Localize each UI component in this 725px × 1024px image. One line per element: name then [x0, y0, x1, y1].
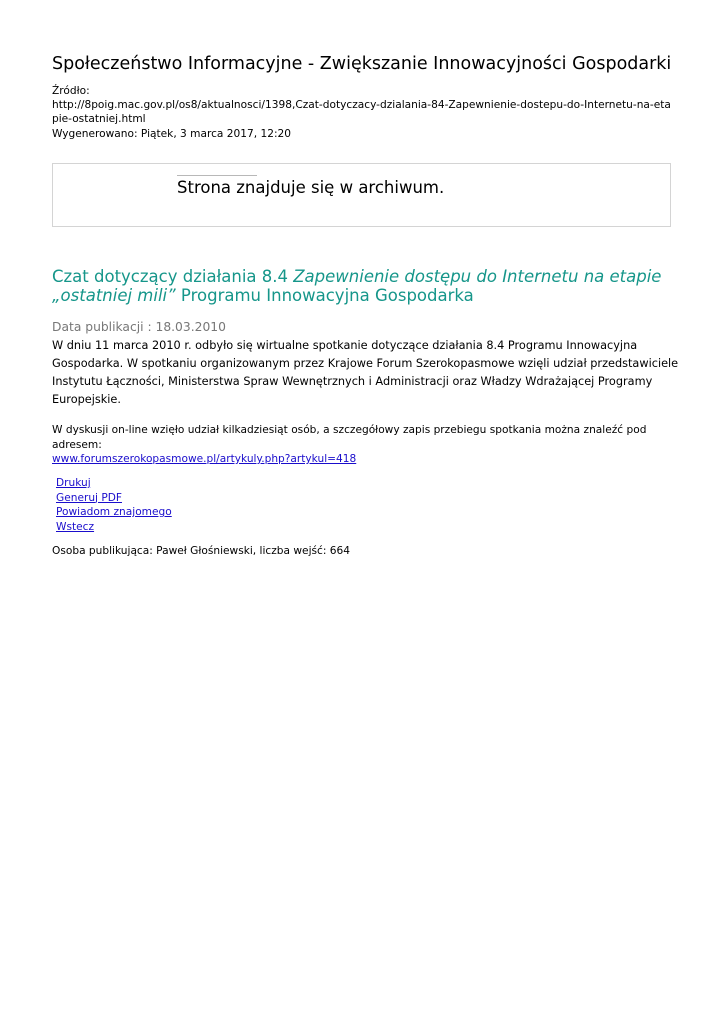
article-paragraph-2: [52, 423, 692, 467]
generate-pdf-link[interactable]: Generuj PDF: [56, 491, 122, 504]
forum-article-link[interactable]: www.forumszerokopasmowe.pl/artykuly.php?artykul=418: [52, 453, 357, 465]
article-actions: [56, 476, 172, 534]
article-title-italic: Zapewnienie dostępu do Internetu na etapie „ostatniej mili”: [52, 267, 662, 305]
archive-notice-text: Strona znajduje się w archiwum.: [177, 178, 445, 197]
article-title-part2: Programu Innowacyjna Gospodarka: [175, 286, 474, 305]
site-title: Społeczeństwo Informacyjne - Zwiększanie Innowacyjności Gospodarki: [52, 54, 672, 74]
article-title: [52, 267, 682, 305]
source-url: http://8poig.mac.gov.pl/os8/aktualnosci/1398,Czat-dotyczacy-dzialania-84-Zapewnienie-dostepu-do-Internetu-na-etapie-ostatniej.html: [52, 99, 671, 126]
notify-friend-link[interactable]: Powiadom znajomego: [56, 506, 172, 518]
generated-timestamp: Wygenerowano: Piątek, 3 marca 2017, 12:20: [52, 127, 292, 140]
archive-notice-box: [52, 163, 671, 227]
author-info: Osoba publikująca: Paweł Głośniewski, liczba wejść: 664: [52, 545, 351, 557]
article-paragraph-1: W dniu 11 marca 2010 r. odbyło się wirtualne spotkanie dotyczące działania 8.4 Programu Innowacyjna Gospodarka. W spotkaniu organizowanym przez Krajowe Forum Szerokopasmowe wzięli udział przedstawiciele Instytutu Łączności, Ministerstwa Spraw Wewnętrznych i Administracji oraz Władzy Wdrażającej Programy Europejskie.: [52, 339, 679, 406]
print-link[interactable]: Drukuj: [56, 477, 91, 489]
publication-date: Data publikacji : 18.03.2010: [52, 320, 226, 334]
back-link[interactable]: Wstecz: [56, 520, 95, 533]
source-label: Źródło:: [52, 85, 90, 97]
source-info: [52, 84, 674, 141]
article-title-part1: Czat dotyczący działania 8.4: [52, 267, 294, 286]
archive-divider: [177, 175, 257, 176]
article-paragraph-2-text: W dyskusji on-line wzięło udział kilkadziesiąt osób, a szczegółowy zapis przebiegu spotkania można znaleźć pod adresem:: [52, 424, 647, 451]
